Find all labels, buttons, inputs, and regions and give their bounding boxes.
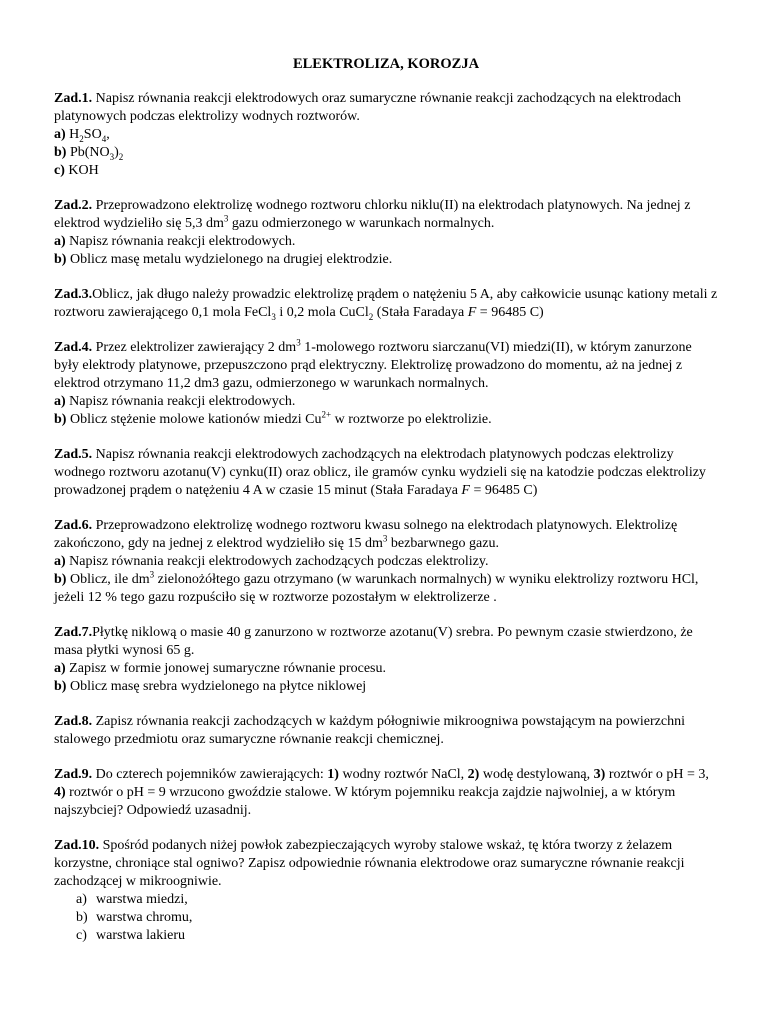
- task-1-prompt: [54, 90, 718, 126]
- option-text: Oblicz masę metalu wydzielonego na drugiej elektrodzie.: [69, 252, 393, 267]
- task-6-option-b: [54, 571, 718, 607]
- task-text: Napisz równania reakcji elektrodowych oraz sumaryczne równanie reakcji zachodzących na elektrodach platynowych podczas elektrolizy wodnych roztworów.: [54, 91, 681, 124]
- subscript: 2: [79, 133, 84, 144]
- task-10: [54, 837, 718, 945]
- task-text: = 96485 C): [469, 483, 538, 498]
- superscript: 3: [382, 533, 388, 544]
- task-text: Przeprowadzono elektrolizę wodnego roztworu kwasu solnego na elektrodach platynowych. Elektrolizę zakończono, gdy na jednej z elektrod wydzieliło się 15 dm: [54, 518, 678, 551]
- task-text: roztwór o pH = 9 wrzucono gwoździe stalowe. W którym pojemniku reakcja zajdzie najwolniej, a w którym najszybciej? Odpowiedź uzasadnij.: [54, 785, 676, 818]
- superscript: 2+: [321, 409, 332, 420]
- option-label: a): [54, 394, 66, 409]
- option-text: Napisz równania reakcji elektrodowych.: [69, 394, 296, 409]
- task-2-option-b: [54, 251, 718, 269]
- task-text: (Stała Faradaya: [373, 305, 468, 320]
- task-6-prompt: [54, 517, 718, 553]
- task-4-option-a: [54, 393, 718, 411]
- formula-part: KOH: [68, 163, 99, 178]
- task-number: Zad.5.: [54, 447, 93, 462]
- task-number: Zad.6.: [54, 518, 93, 533]
- list-marker: c): [76, 928, 87, 943]
- option-text: w roztworze po elektrolizie.: [331, 412, 492, 427]
- task-text: Zapisz równania reakcji zachodzących w każdym półogniwie mikroogniwa powstającym na powierzchni stalowego przedmiotu oraz sumaryczne równanie reakcji chemicznej.: [54, 714, 685, 747]
- task-1-option-c: [54, 162, 718, 180]
- option-label: b): [54, 679, 67, 694]
- option-text: Napisz równania reakcji elektrodowych zachodzących podczas elektrolizy.: [69, 554, 489, 569]
- task-text: wodny roztwór NaCl,: [338, 767, 468, 782]
- task-4: [54, 339, 718, 429]
- list-marker: a): [76, 892, 87, 907]
- task-number: Zad.1.: [54, 91, 93, 106]
- task-number: Zad.7.: [54, 625, 93, 640]
- task-4-prompt: [54, 339, 718, 393]
- formula-part: Pb(NO: [69, 145, 110, 160]
- task-text: bezbarwnego gazu.: [387, 536, 499, 551]
- task-text: roztwór o pH = 3,: [605, 767, 709, 782]
- formula-part: ,: [106, 127, 110, 142]
- list-item-text: warstwa chromu,: [96, 910, 193, 925]
- task-number: Zad.2.: [54, 198, 93, 213]
- task-text: Oblicz, jak długo należy prowadzic elektrolizę prądem o natężeniu 5 A, aby całkowicie usunąc kationy metali z roztworu zawierającego 0,1 mola FeCl: [54, 287, 718, 320]
- option-text: Zapisz w formie jonowej sumaryczne równanie procesu.: [69, 661, 387, 676]
- subscript: 3: [109, 151, 115, 162]
- superscript: 3: [223, 213, 229, 224]
- task-3-prompt: [54, 286, 718, 322]
- coating-options-list: [76, 891, 718, 945]
- task-number: Zad.4.: [54, 340, 93, 355]
- task-2: [54, 197, 718, 269]
- task-number: Zad.3.: [54, 287, 93, 302]
- container-number: 1): [327, 767, 339, 782]
- task-4-option-b: [54, 411, 718, 429]
- task-8: [54, 713, 718, 749]
- task-2-prompt: [54, 197, 718, 233]
- task-9: [54, 766, 718, 820]
- faraday-symbol: F: [467, 305, 477, 320]
- option-label: b): [54, 252, 67, 267]
- faraday-symbol: F: [461, 483, 470, 498]
- superscript: 3: [296, 337, 301, 348]
- option-text: zielonożółtego gazu otrzymano (w warunkach normalnych) w wyniku elektrolizy roztworu HCl, jeżeli 12 % tego gazu rozpuściło się w roztworze pozostałym w elektrolizerze .: [54, 572, 699, 605]
- page-title: ELEKTROLIZA, KOROZJA: [292, 56, 480, 72]
- task-8-prompt: [54, 713, 718, 749]
- task-text: Płytkę niklową o masie 40 g zanurzono w roztworze azotanu(V) srebra. Po pewnym czasie stwierdzono, że masa płytki wynosi 65 g.: [54, 625, 693, 658]
- task-1-option-b: [54, 144, 718, 162]
- subscript: 3: [271, 311, 276, 322]
- subscript: 2: [368, 311, 374, 322]
- task-7-option-a: [54, 660, 718, 678]
- list-item: [76, 891, 718, 909]
- task-1-option-a: [54, 126, 718, 144]
- task-text: Napisz równania reakcji elektrodowych zachodzących na elektrodach platynowych podczas elektrolizy wodnego roztworu azotanu(V) cynku(II) oraz oblicz, ile gramów cynku wydzieli się na katodzie podczas elektrolizy prowadzonej prądem o natężeniu 4 A w czasie 15 minut (Stała Faradaya: [54, 447, 706, 498]
- container-number: 3): [593, 767, 606, 782]
- option-label: c): [54, 163, 65, 178]
- list-item: [76, 927, 718, 945]
- list-item-text: warstwa miedzi,: [96, 892, 188, 907]
- formula-part: H: [69, 127, 80, 142]
- list-marker: b): [76, 910, 88, 925]
- task-1: [54, 90, 718, 180]
- subscript: 2: [118, 151, 124, 162]
- task-text: Przez elektrolizer zawierający 2 dm: [95, 340, 297, 355]
- list-item-text: warstwa lakieru: [96, 928, 186, 943]
- superscript: 3: [149, 569, 155, 580]
- task-3: [54, 286, 718, 322]
- option-label: b): [54, 572, 67, 587]
- option-label: b): [54, 412, 67, 427]
- task-number: Zad.9.: [54, 767, 93, 782]
- task-text: i 0,2 mola CuCl: [275, 305, 369, 320]
- task-text: Przeprowadzono elektrolizę wodnego roztworu chlorku niklu(II) na elektrodach platynowych. Na jednej z elektrod wydzieliło się 5,3 dm: [54, 198, 691, 231]
- task-5-prompt: [54, 446, 718, 500]
- container-number: 4): [54, 785, 66, 800]
- task-9-prompt: [54, 766, 718, 820]
- option-label: b): [54, 145, 67, 160]
- formula-part: ): [114, 145, 119, 160]
- task-text: 1-molowego roztworu siarczanu(VI) miedzi(II), w którym zanurzone były elektrody platynowe, przepuszczono prąd elektryczny. Elektrolizę prowadzono do momentu, aż na jednej z elektrod otrzymano 11,2 dm3 gazu, odmierzonego w warunkach normalnych.: [54, 340, 692, 391]
- option-text: Napisz równania reakcji elektrodowych.: [69, 234, 296, 249]
- task-text: wodę destylowaną,: [479, 767, 594, 782]
- option-text: Oblicz, ile dm: [69, 572, 150, 587]
- option-label: a): [54, 234, 66, 249]
- task-6-option-a: [54, 553, 718, 571]
- formula-part: SO: [83, 127, 102, 142]
- option-text: Oblicz stężenie molowe kationów miedzi Cu: [69, 412, 322, 427]
- task-number: Zad.8.: [54, 714, 93, 729]
- worksheet: [54, 55, 718, 962]
- task-7: [54, 624, 718, 696]
- task-number: Zad.10.: [54, 838, 100, 853]
- task-10-prompt: [54, 837, 718, 891]
- option-label: a): [54, 127, 66, 142]
- option-text: Oblicz masę srebra wydzielonego na płytce niklowej: [69, 679, 367, 694]
- task-text: gazu odmierzonego w warunkach normalnych.: [228, 216, 495, 231]
- option-label: a): [54, 661, 66, 676]
- container-number: 2): [467, 767, 480, 782]
- task-2-option-a: [54, 233, 718, 251]
- task-7-option-b: [54, 678, 718, 696]
- subscript: 4: [101, 133, 107, 144]
- task-text: Do czterech pojemników zawierających:: [95, 767, 328, 782]
- task-7-prompt: [54, 624, 718, 660]
- task-6: [54, 517, 718, 607]
- task-5: [54, 446, 718, 500]
- list-item: [76, 909, 718, 927]
- option-label: a): [54, 554, 66, 569]
- task-text: = 96485 C): [476, 305, 544, 320]
- task-text: Spośród podanych niżej powłok zabezpieczających wyroby stalowe wskaż, tę która tworzy z żelazem korzystne, chroniące stal ogniwo? Zapisz odpowiednie równania elektrodowe oraz sumaryczne równanie reakcji zachodzącej w mikroogniwie.: [54, 838, 685, 889]
